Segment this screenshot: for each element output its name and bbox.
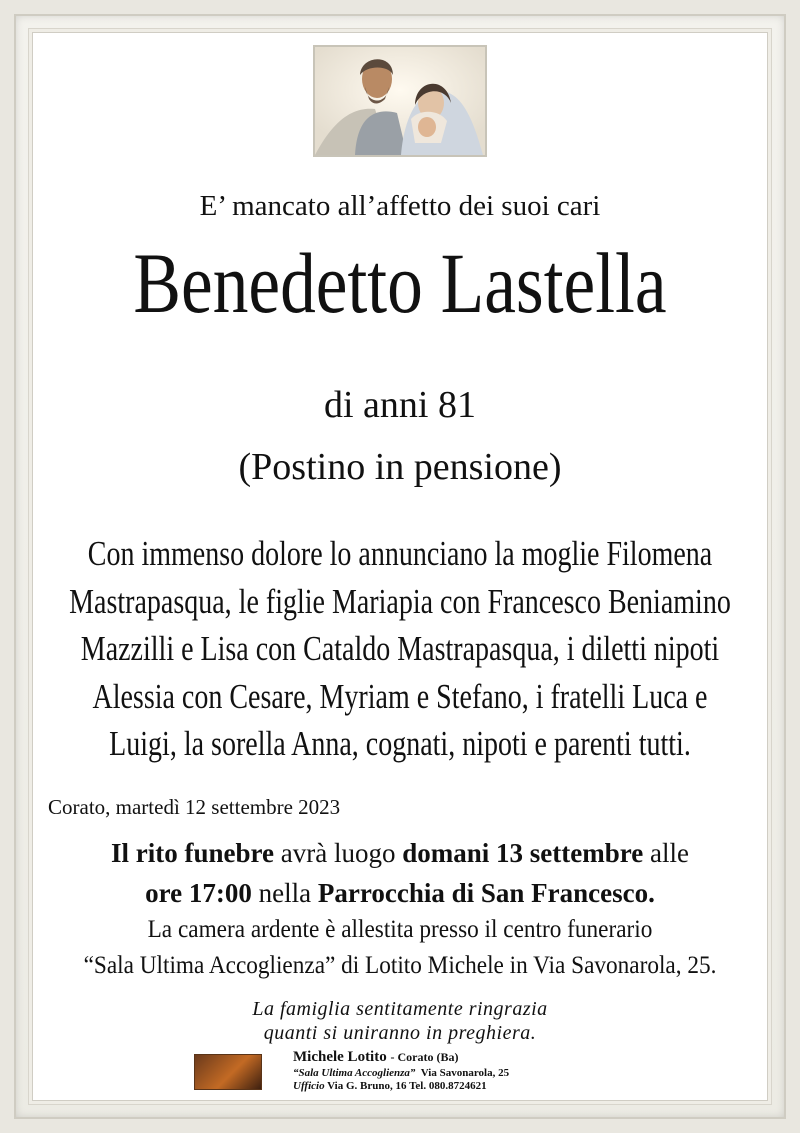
occupation-text: (Postino in pensione) — [238, 446, 562, 488]
funeral-home-line: “Sala Ultima Accoglienza” di Lotito Michele in Via Savonarola, 25. — [83, 952, 717, 979]
funeral-home-info — [0, 912, 800, 984]
funeral-line-2 — [0, 873, 800, 913]
agency-photo — [194, 1054, 262, 1090]
holy-family-icon — [315, 47, 485, 155]
funeral-verb: avrà luogo — [280, 838, 396, 868]
agency-company: Michele Lotito — [293, 1049, 387, 1065]
thanks-line: La famiglia sentitamente ringrazia — [252, 998, 548, 1020]
thanks-line: quanti si uniranno in preghiera. — [263, 1022, 537, 1044]
funeral-line-1 — [0, 833, 800, 873]
age-text: di anni 81 — [324, 384, 476, 426]
agency-hall-address: Via Savonarola, 25 — [420, 1067, 510, 1079]
agency-city: - Corato (Ba) — [390, 1050, 459, 1064]
agency-hall-name: “Sala Ultima Accoglienza” — [293, 1067, 416, 1079]
funeral-rite-label: Il rito funebre — [111, 838, 275, 868]
intro-text: E’ mancato all’affetto dei suoi cari — [199, 190, 601, 222]
funeral-church: Parrocchia di San Francesco. — [317, 878, 655, 908]
thanks-note — [0, 997, 800, 1045]
announcement-line: Alessia con Cesare, Myriam e Stefano, i fratelli Luca e — [92, 676, 708, 716]
announcement-line: Mazzilli e Lisa con Cataldo Mastrapasqua, i diletti nipoti — [80, 629, 720, 668]
agency-hall — [293, 1067, 509, 1079]
funeral-info — [0, 833, 800, 913]
funeral-time: ore 17:00 — [145, 878, 252, 908]
deceased-name: Benedetto Lastella — [133, 235, 667, 331]
agency-phone: Tel. 080.8724621 — [409, 1080, 487, 1092]
announcement-line: Mastrapasqua, le figlie Mariapia con Francesco Beniamino — [69, 581, 731, 621]
place-date: Corato, martedì 12 settembre 2023 — [48, 795, 341, 819]
agency-office — [293, 1080, 487, 1092]
holy-family-image — [313, 45, 487, 157]
agency-office-address: Via G. Bruno, 16 — [327, 1080, 407, 1092]
funeral-preposition: nella — [258, 878, 312, 908]
announcement-paragraph — [69, 530, 731, 768]
funeral-agency-footer — [194, 1049, 624, 1091]
funeral-home-line: La camera ardente è allestita presso il centro funerario — [147, 916, 653, 943]
announcement-line: Luigi, la sorella Anna, cognati, nipoti e parenti tutti. — [109, 724, 691, 763]
funeral-date: domani 13 settembre — [402, 838, 644, 868]
agency-name — [293, 1049, 458, 1066]
agency-office-label: Ufficio — [293, 1080, 325, 1092]
announcement-line: Con immenso dolore lo annunciano la moglie Filomena — [87, 534, 713, 573]
funeral-conjunction: alle — [649, 838, 689, 868]
